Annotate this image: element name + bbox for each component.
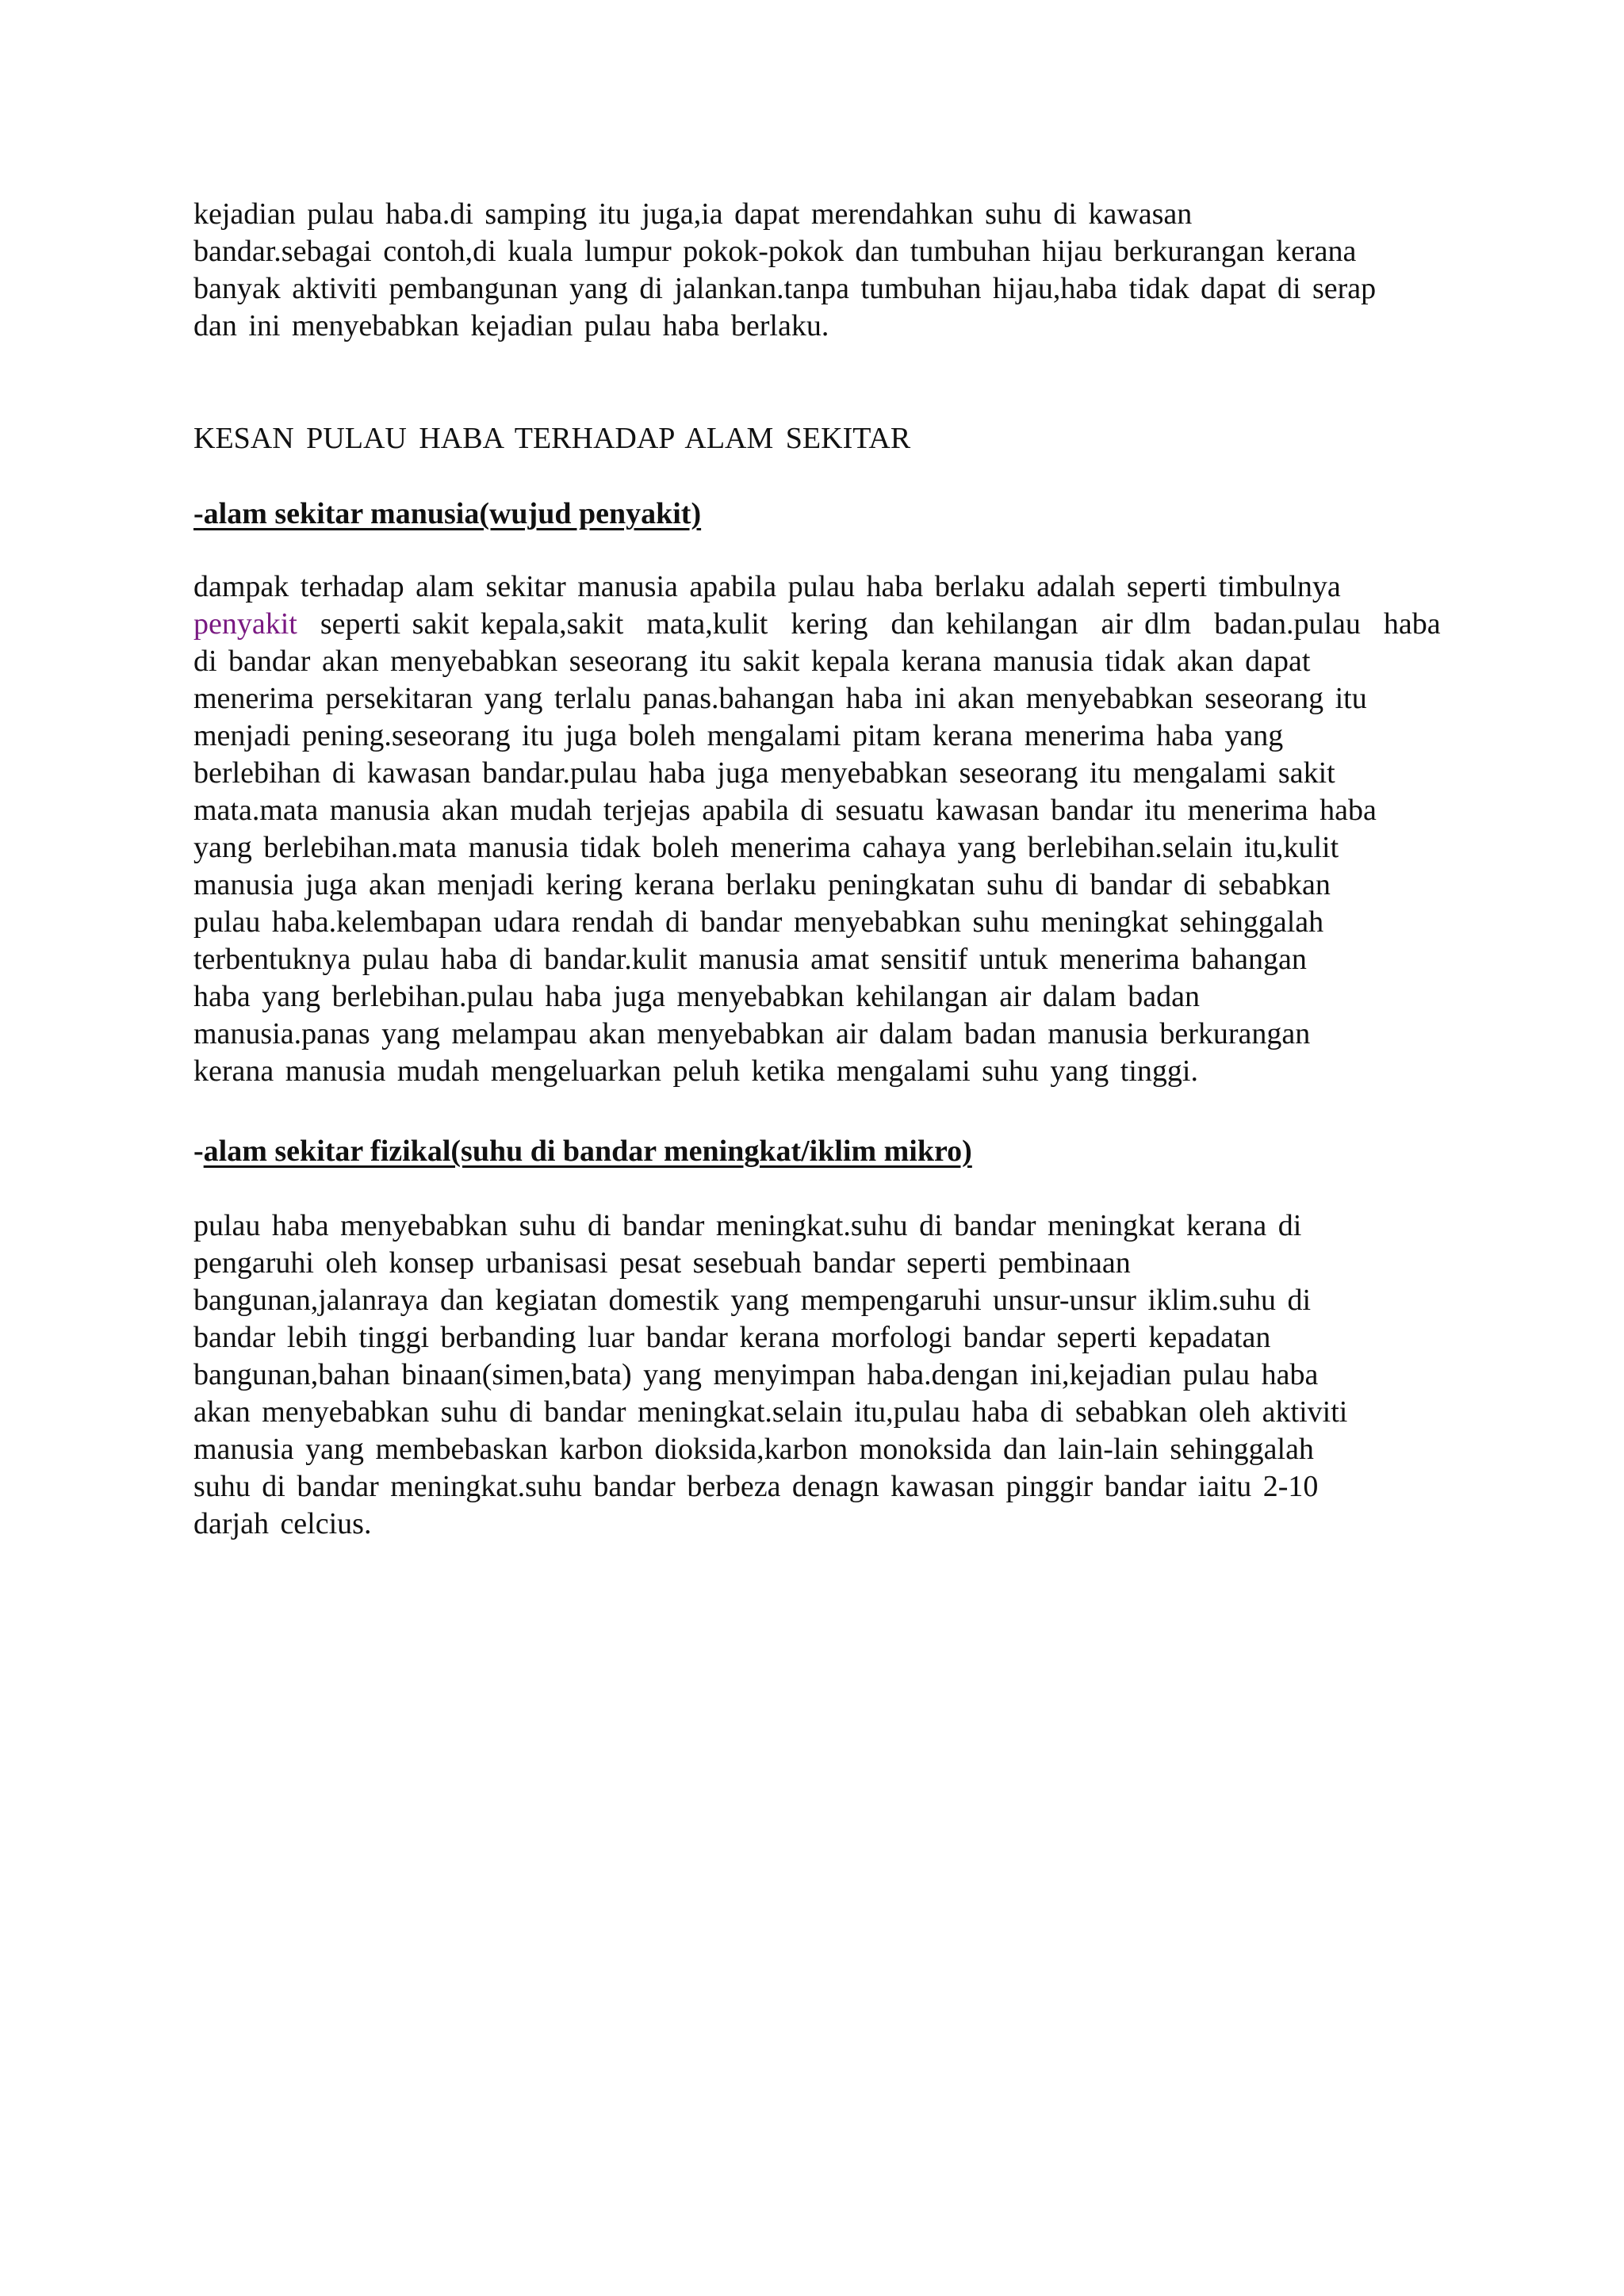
text-line: mata.mata manusia akan mudah terjejas apabila di sesuatu kawasan bandar itu menerima haba (193, 794, 1377, 827)
text-line: berlebihan di kawasan bandar.pulau haba juga menyebabkan seseorang itu mengalami sakit (193, 756, 1335, 790)
text-line: akan menyebabkan suhu di bandar meningkat.selain itu,pulau haba di sebabkan oleh aktiviti (193, 1395, 1348, 1429)
highlighted-word-link: penyakit (193, 607, 297, 641)
text-line: menerima persekitaran yang terlalu panas.bahangan haba ini akan menyebabkan seseorang itu (193, 682, 1367, 715)
subheading-dash: - (193, 1135, 204, 1168)
text-line: bandar.sebagai contoh,di kuala lumpur pokok-pokok dan tumbuhan hijau berkurangan kerana (193, 235, 1357, 268)
text-line: di bandar akan menyebabkan seseorang itu sakit kepala kerana manusia tidak akan dapat (193, 645, 1311, 678)
text-line: manusia yang membebaskan karbon dioksida,karbon monoksida dan lain-lain sehinggalah (193, 1433, 1314, 1466)
text-line: terbentuknya pulau haba di bandar.kulit manusia amat sensitif untuk menerima bahangan (193, 943, 1307, 976)
subheading-fizikal (193, 1133, 1446, 1170)
paragraph-3 (193, 1207, 1446, 1543)
subheading-manusia (193, 496, 1446, 533)
text-line: haba yang berlebihan.pulau haba juga menyebabkan kehilangan air dalam badan (193, 980, 1200, 1013)
text-line: manusia juga akan menjadi kering kerana berlaku peningkatan suhu di bandar di sebabkan (193, 868, 1331, 901)
text-line: bangunan,jalanraya dan kegiatan domestik yang mempengaruhi unsur-unsur iklim.suhu di (193, 1284, 1312, 1317)
text-line: manusia.panas yang melampau akan menyebabkan air dalam badan manusia berkurangan (193, 1017, 1311, 1050)
text-line: bangunan,bahan binaan(simen,bata) yang menyimpan haba.dengan ini,kejadian pulau haba (193, 1358, 1319, 1391)
text-line: kerana manusia mudah mengeluarkan peluh ketika mengalami suhu yang tinggi. (193, 1054, 1198, 1088)
text-line: suhu di bandar meningkat.suhu bandar berbeza denagn kawasan pinggir bandar iaitu 2-10 (193, 1470, 1319, 1503)
text-line: pulau haba menyebabkan suhu di bandar meningkat.suhu di bandar meningkat kerana di (193, 1209, 1302, 1242)
text-line (193, 606, 1446, 643)
subheading-text: alam sekitar fizikal(suhu di bandar meningkat/iklim mikro) (203, 1135, 972, 1168)
text-line: banyak aktiviti pembangunan yang di jalankan.tanpa tumbuhan hijau,haba tidak dapat di serap (193, 272, 1377, 305)
text-line: kejadian pulau haba.di samping itu juga,ia dapat merendahkan suhu di kawasan (193, 197, 1193, 231)
text-line: dampak terhadap alam sekitar manusia apabila pulau haba berlaku adalah seperti timbulnya (193, 570, 1341, 603)
text-line: pulau haba.kelembapan udara rendah di bandar menyebabkan suhu meningkat sehinggalah (193, 905, 1324, 939)
text-line: dan ini menyebabkan kejadian pulau haba berlaku. (193, 309, 829, 342)
text-line: pengaruhi oleh konsep urbanisasi pesat sesebuah bandar seperti pembinaan (193, 1246, 1131, 1280)
paragraph-1 (193, 196, 1446, 345)
paragraph-2 (193, 568, 1446, 1090)
text-segment: seperti sakit kepala,sakit mata,kulit kering dan kehilangan air dlm badan.pulau haba (297, 607, 1441, 641)
text-line: darjah celcius. (193, 1507, 372, 1540)
text-line: menjadi pening.seseorang itu juga boleh mengalami pitam kerana menerima haba yang (193, 719, 1284, 752)
subheading-text: -alam sekitar manusia(wujud penyakit) (193, 497, 702, 530)
section-heading: KESAN PULAU HABA TERHADAP ALAM SEKITAR (193, 422, 911, 455)
text-line: yang berlebihan.mata manusia tidak boleh menerima cahaya yang berlebihan.selain itu,kulit (193, 831, 1339, 864)
text-line: bandar lebih tinggi berbanding luar bandar kerana morfologi bandar seperti kepadatan (193, 1321, 1271, 1354)
